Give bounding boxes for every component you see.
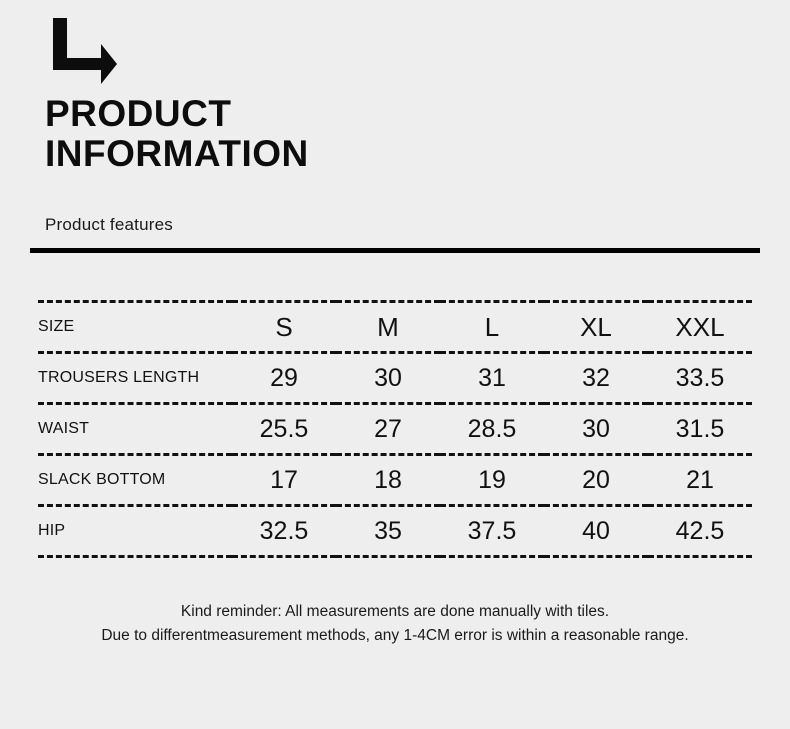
cell-slack-bottom-m: 18 — [336, 455, 440, 506]
row-label-waist: WAIST — [38, 404, 232, 455]
size-chart — [38, 300, 752, 558]
table-header-col-l: L — [440, 302, 544, 353]
cell-trousers-length-xl: 32 — [544, 353, 648, 404]
table-row — [38, 455, 752, 506]
row-label-trousers-length: TROUSERS LENGTH — [38, 353, 232, 404]
cell-slack-bottom-l: 19 — [440, 455, 544, 506]
cell-hip-l: 37.5 — [440, 506, 544, 557]
row-label-hip: HIP — [38, 506, 232, 557]
cell-slack-bottom-xl: 20 — [544, 455, 648, 506]
down-right-arrow-icon — [45, 18, 119, 84]
measurement-note-line-2: Due to differentmeasurement methods, any 1-4CM error is within a reasonable range. — [101, 627, 689, 644]
size-table — [38, 300, 752, 558]
cell-waist-m: 27 — [336, 404, 440, 455]
cell-hip-m: 35 — [336, 506, 440, 557]
cell-hip-s: 32.5 — [232, 506, 336, 557]
cell-trousers-length-xxl: 33.5 — [648, 353, 752, 404]
cell-slack-bottom-s: 17 — [232, 455, 336, 506]
table-header-col-s: S — [232, 302, 336, 353]
page-title — [45, 94, 745, 174]
cell-trousers-length-m: 30 — [336, 353, 440, 404]
table-header-row — [38, 302, 752, 353]
header-divider — [30, 248, 760, 253]
page-header — [45, 18, 745, 174]
cell-waist-l: 28.5 — [440, 404, 544, 455]
page-title-line-2: INFORMATION — [45, 133, 309, 174]
table-header-col-m: M — [336, 302, 440, 353]
table-row — [38, 506, 752, 557]
table-row — [38, 353, 752, 404]
cell-hip-xxl: 42.5 — [648, 506, 752, 557]
cell-waist-xl: 30 — [544, 404, 648, 455]
product-features-label: Product features — [45, 215, 173, 234]
cell-hip-xl: 40 — [544, 506, 648, 557]
cell-waist-s: 25.5 — [232, 404, 336, 455]
measurement-note-line-1: Kind reminder: All measurements are done manually with tiles. — [180, 603, 610, 620]
cell-slack-bottom-xxl: 21 — [648, 455, 752, 506]
table-header-size-label: SIZE — [38, 302, 232, 353]
table-header-col-xxl: XXL — [648, 302, 752, 353]
table-header-col-xl: XL — [544, 302, 648, 353]
table-row — [38, 404, 752, 455]
measurement-note — [0, 600, 790, 648]
cell-trousers-length-s: 29 — [232, 353, 336, 404]
cell-waist-xxl: 31.5 — [648, 404, 752, 455]
row-label-slack-bottom: SLACK BOTTOM — [38, 455, 232, 506]
cell-trousers-length-l: 31 — [440, 353, 544, 404]
page-title-line-1: PRODUCT — [45, 93, 232, 134]
